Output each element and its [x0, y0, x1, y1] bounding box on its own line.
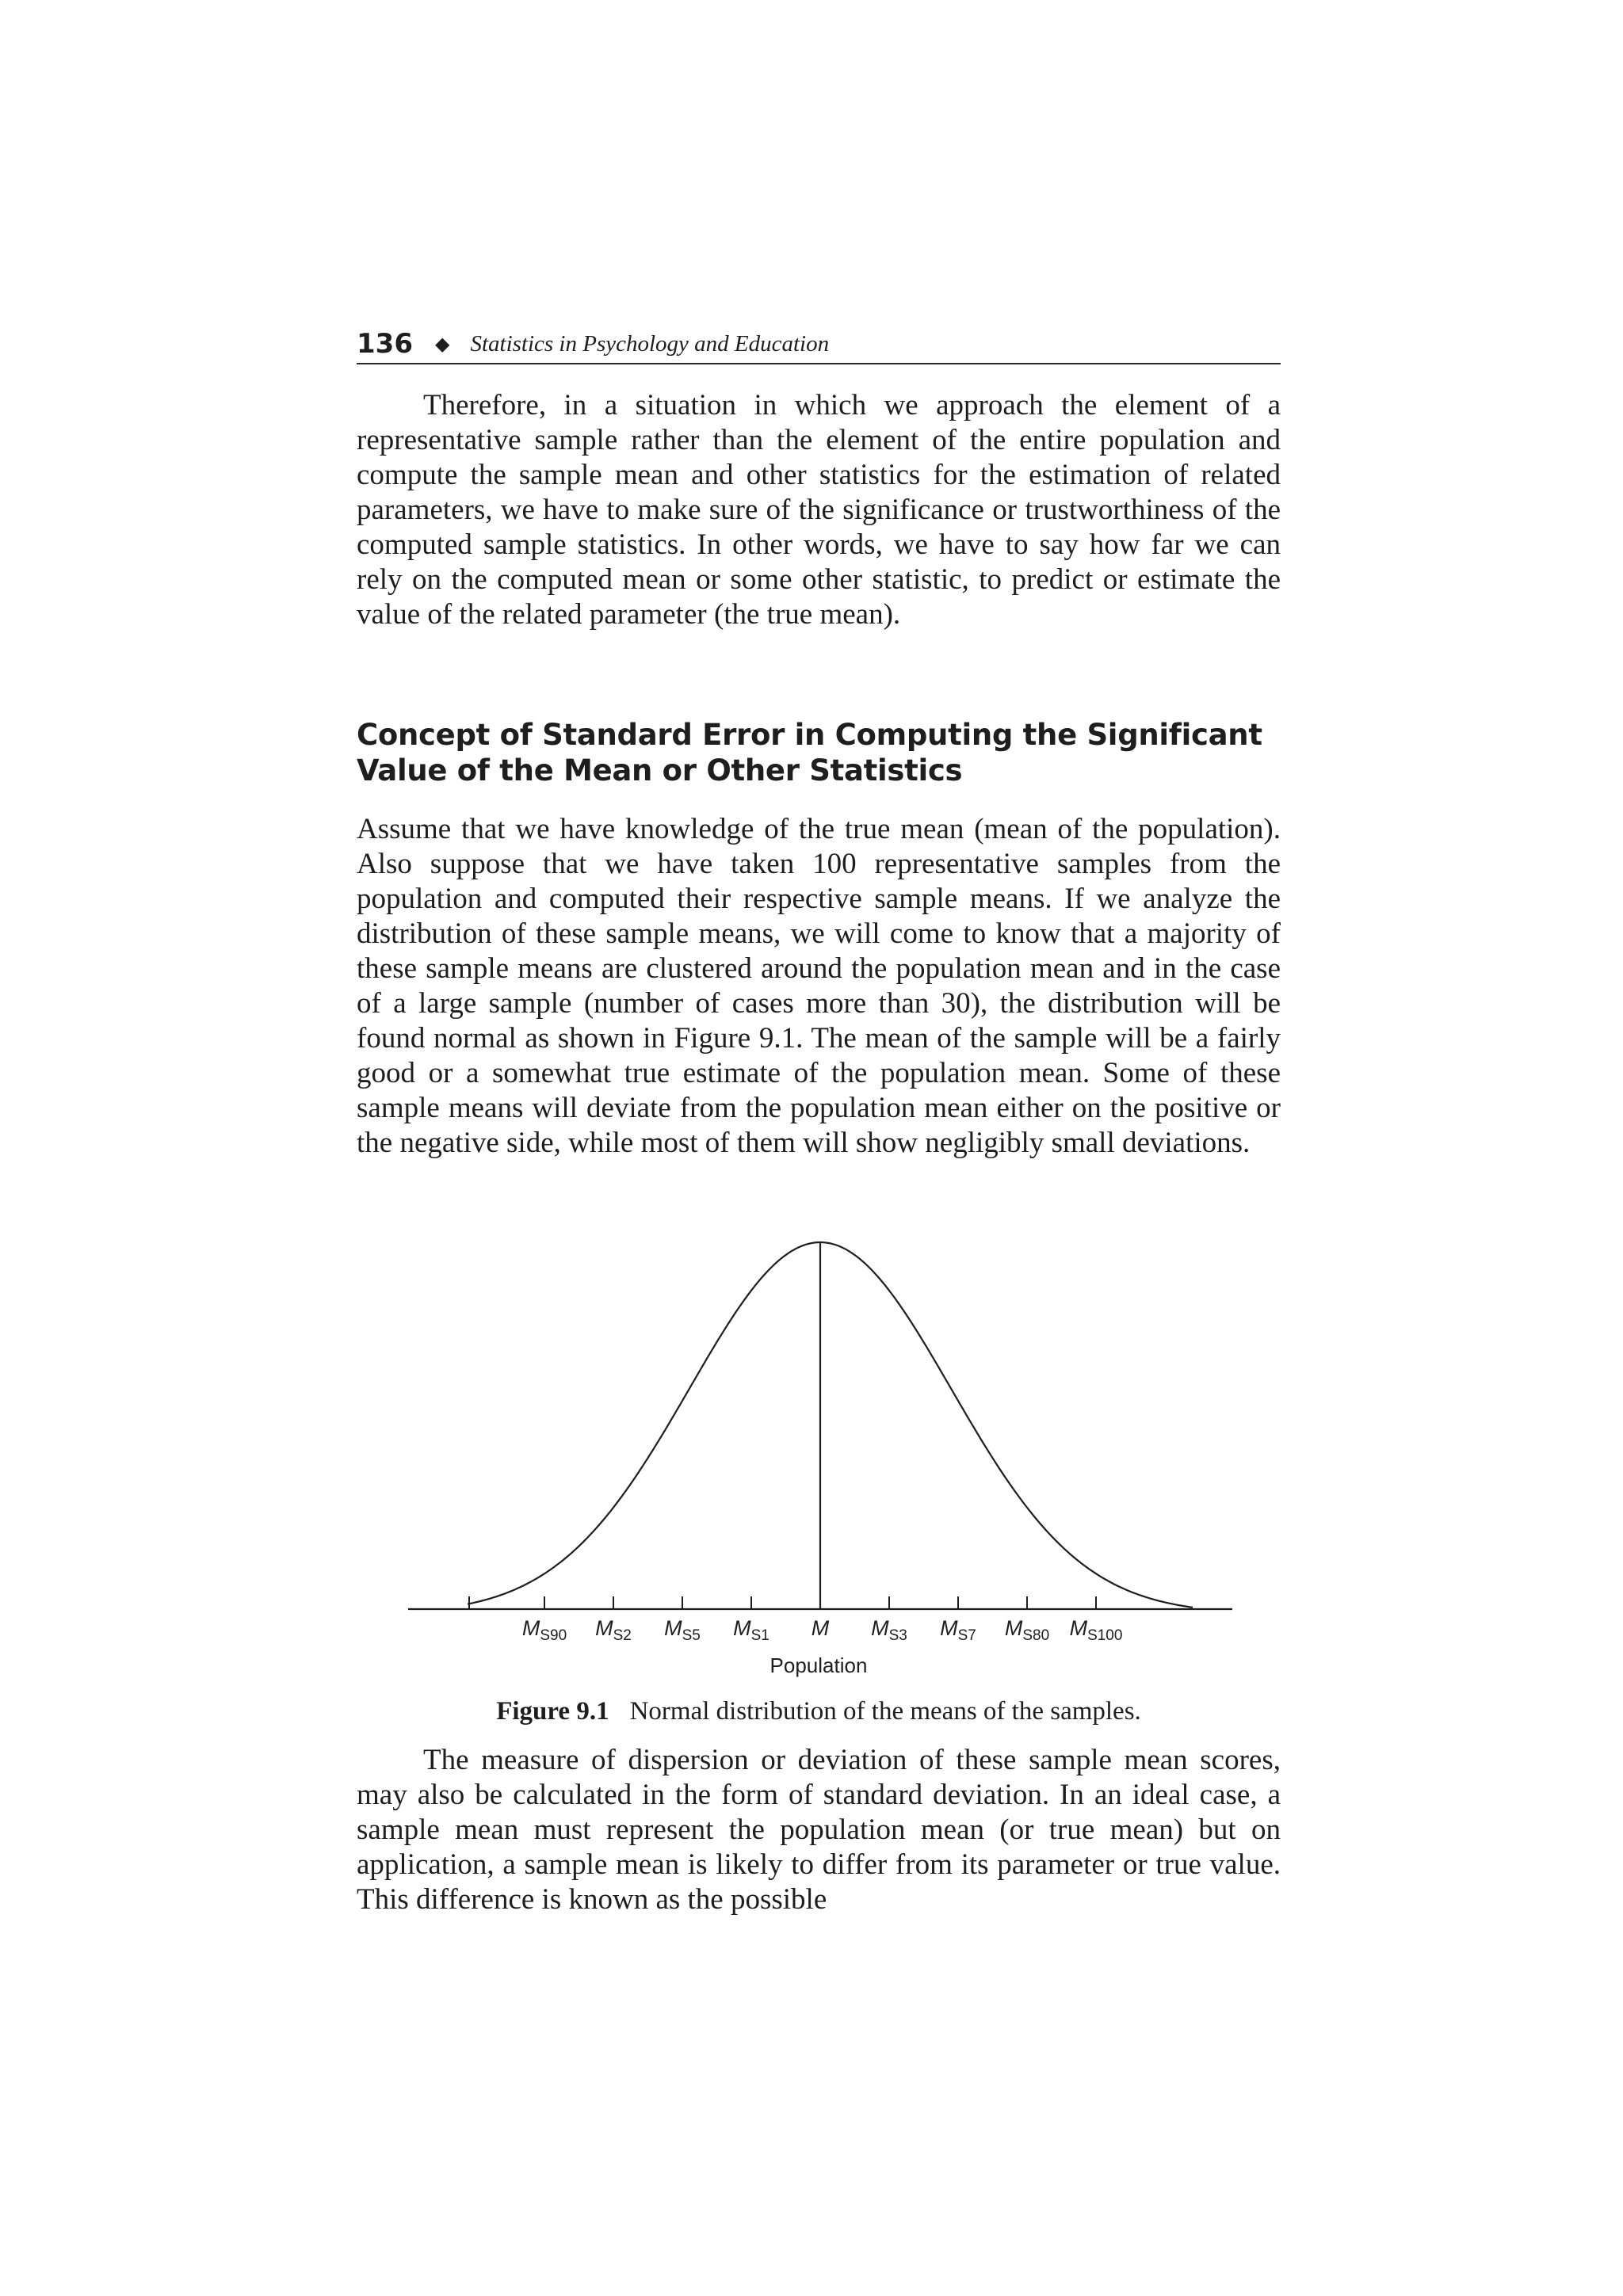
axis-tick-labels [522, 1616, 1123, 1644]
diamond-icon: ◆ [434, 333, 450, 355]
section-heading: Concept of Standard Error in Computing the Significant Value of the Mean or Other Statistics [357, 718, 1262, 788]
figure-caption [357, 1695, 1281, 1727]
figure-normal-curve [396, 1226, 1244, 1686]
tick-label: MS2 [595, 1616, 632, 1644]
figure-caption-text: Normal distribution of the means of the samples. [629, 1697, 1141, 1726]
page-number: 136 [357, 328, 413, 360]
axis-label: Population [769, 1653, 868, 1677]
tick-label: MS80 [1004, 1616, 1050, 1644]
paragraph-3: The measure of dispersion or deviation of these sample mean scores, may also be calculated in the form of standard deviation. In an ideal case, a sample mean must represent the population mean (or true mean) but on application, a sample mean is likely to differ from its parameter or true value. This difference is known as the possible [357, 1744, 1281, 1916]
normal-curve-diagram [396, 1226, 1244, 1686]
tick-label: MS3 [871, 1616, 907, 1644]
tick-label: MS100 [1069, 1616, 1123, 1644]
bell-curve [468, 1242, 1193, 1608]
tick-label: MS7 [940, 1616, 976, 1644]
book-title: Statistics in Psychology and Education [470, 331, 830, 357]
running-head [357, 323, 1281, 364]
axis-ticks [469, 1596, 1096, 1609]
paragraph-1: Therefore, in a situation in which we approach the element of a representative sample rather than the element of the entire population and compute the sample mean and other statistics for the estimation of related parameters, we have to make sure of the significance or trustworthiness of the computed sample statistics. In other words, we have to say how far we can rely on the computed mean or some other statistic, to predict or estimate the value of the related parameter (the true mean). [357, 389, 1281, 631]
tick-label: MS1 [733, 1616, 769, 1644]
paragraph-2: Assume that we have knowledge of the true mean (mean of the population). Also suppose that we have taken 100 representative samples from the population and computed their respective sample means. If we analyze the distribution of these sample means, we will come to know that a majority of these sample means are clustered around the population mean and in the case of a large sample (number of cases more than 30), the distribution will be found normal as shown in Figure 9.1. The mean of the sample will be a fairly good or a somewhat true estimate of the population mean. Some of these sample means will deviate from the population mean either on the positive or the negative side, while most of them will show negligibly small deviations. [357, 813, 1281, 1159]
tick-label: MS90 [521, 1616, 567, 1644]
book-page [357, 0, 1281, 2296]
tick-label: MS5 [664, 1616, 701, 1644]
tick-label: M [811, 1616, 830, 1640]
figure-label: Figure 9.1 [496, 1697, 609, 1726]
